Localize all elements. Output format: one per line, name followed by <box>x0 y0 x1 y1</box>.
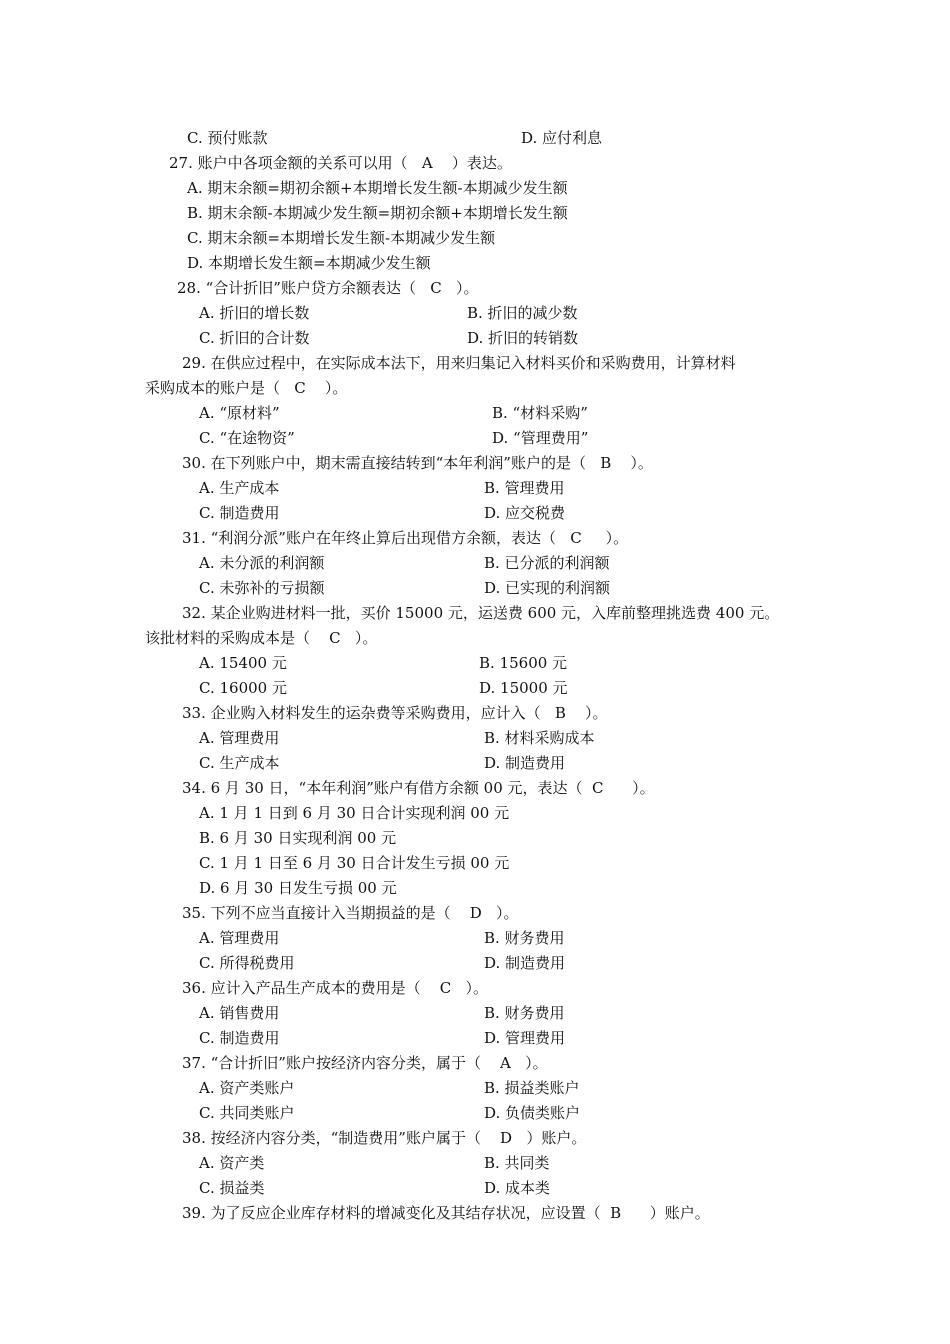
q36-option-a: A. 销售费用 <box>199 1004 280 1022</box>
q29-option-c: C. “在途物资” <box>199 429 295 447</box>
q38-option-b: B. 共同类 <box>484 1154 550 1172</box>
q28-option-a: A. 折旧的增长数 <box>199 304 310 322</box>
q27-option-c: C. 期末余额=本期增长发生额-本期减少发生额 <box>187 229 496 247</box>
q37-option-c: C. 共同类账户 <box>199 1104 295 1122</box>
q35-option-b: B. 财务费用 <box>484 929 565 947</box>
q33-stem: 33. 企业购入材料发生的运杂费等采购费用，应计入（ B ）。 <box>182 704 608 722</box>
q37-stem: 37. “合计折旧”账户按经济内容分类，属于（ A ）。 <box>182 1054 548 1072</box>
q30-stem: 30. 在下列账户中，期末需直接结转到“本年利润”账户的是（ B ）。 <box>182 454 653 472</box>
q32-option-b: B. 15600 元 <box>479 654 568 672</box>
q36-option-b: B. 财务费用 <box>484 1004 565 1022</box>
q36-option-c: C. 制造费用 <box>199 1029 280 1047</box>
q27-option-d: D. 本期增长发生额=本期减少发生额 <box>187 254 431 272</box>
q34-option-a: A. 1 月 1 日到 6 月 30 日合计实现利润 00 元 <box>199 804 510 822</box>
q39-stem: 39. 为了反应企业库存材料的增减变化及其结存状况，应设置（ B ）账户。 <box>182 1204 710 1222</box>
q29-option-b: B. “材料采购” <box>492 404 588 422</box>
q28-option-b: B. 折旧的减少数 <box>467 304 578 322</box>
q32-stem: 32. 某企业购进材料一批，买价 15000 元，运送费 600 元，入库前整理挑选费 400 元。 <box>182 604 780 622</box>
q35-option-c: C. 所得税费用 <box>199 954 295 972</box>
q32-option-c: C. 16000 元 <box>199 679 287 697</box>
q30-option-d: D. 应交税费 <box>484 504 566 522</box>
q32-option-d: D. 15000 元 <box>479 679 568 697</box>
q38-option-c: C. 损益类 <box>199 1179 265 1197</box>
q38-option-a: A. 资产类 <box>199 1154 265 1172</box>
q35-option-d: D. 制造费用 <box>484 954 566 972</box>
q35-stem: 35. 下列不应当直接计入当期损益的是（ D ）。 <box>182 904 519 922</box>
q31-option-c: C. 未弥补的亏损额 <box>199 579 325 597</box>
q31-option-a: A. 未分派的利润额 <box>199 554 325 572</box>
q34-stem: 34. 6 月 30 日，“本年利润”账户有借方余额 00 元，表达（ C ）。 <box>182 779 655 797</box>
q29-option-d: D. “管理费用” <box>492 429 589 447</box>
q38-stem: 38. 按经济内容分类，“制造费用”账户属于（ D ）账户。 <box>182 1129 587 1147</box>
q37-option-b: B. 损益类账户 <box>484 1079 580 1097</box>
q35-option-a: A. 管理费用 <box>199 929 280 947</box>
q32-stem-cont: 该批材料的采购成本是（ C ）。 <box>145 629 378 647</box>
q33-option-c: C. 生产成本 <box>199 754 280 772</box>
q29-stem-cont: 采购成本的账户是（ C ）。 <box>145 379 348 397</box>
q31-option-d: D. 已实现的利润额 <box>484 579 611 597</box>
q32-option-a: A. 15400 元 <box>199 654 287 672</box>
q36-option-d: D. 管理费用 <box>484 1029 566 1047</box>
q33-option-b: B. 材料采购成本 <box>484 729 595 747</box>
q30-option-b: B. 管理费用 <box>484 479 565 497</box>
q37-option-d: D. 负债类账户 <box>484 1104 581 1122</box>
q26-option-d: D. 应付利息 <box>521 129 603 147</box>
q27-option-b: B. 期末余额-本期减少发生额=期初余额+本期增长发生额 <box>187 204 568 222</box>
q28-option-d: D. 折旧的转销数 <box>467 329 579 347</box>
q33-option-a: A. 管理费用 <box>199 729 280 747</box>
q27-stem: 27. 账户中各项金额的关系可以用（ A ）表达。 <box>169 154 512 172</box>
q38-option-d: D. 成本类 <box>484 1179 551 1197</box>
q29-stem: 29. 在供应过程中，在实际成本法下，用来归集记入材料买价和采购费用，计算材料 <box>182 354 736 372</box>
q31-option-b: B. 已分派的利润额 <box>484 554 610 572</box>
q31-stem: 31. “利润分派”账户在年终止算后出现借方余额，表达（ C ）。 <box>182 529 629 547</box>
q27-option-a: A. 期末余额=期初余额+本期增长发生额-本期减少发生额 <box>187 179 568 197</box>
q28-stem: 28. “合计折旧”账户贷方余额表达（ C ）。 <box>177 279 479 297</box>
q26-option-c: C. 预付账款 <box>187 129 268 147</box>
q33-option-d: D. 制造费用 <box>484 754 566 772</box>
q30-option-a: A. 生产成本 <box>199 479 280 497</box>
q34-option-d: D. 6 月 30 日发生亏损 00 元 <box>199 879 397 897</box>
q36-stem: 36. 应计入产品生产成本的费用是（ C ）。 <box>182 979 488 997</box>
q30-option-c: C. 制造费用 <box>199 504 280 522</box>
q28-option-c: C. 折旧的合计数 <box>199 329 310 347</box>
q34-option-b: B. 6 月 30 日实现利润 00 元 <box>199 829 397 847</box>
q37-option-a: A. 资产类账户 <box>199 1079 295 1097</box>
q34-option-c: C. 1 月 1 日至 6 月 30 日合计发生亏损 00 元 <box>199 854 510 872</box>
q29-option-a: A. “原材料” <box>199 404 280 422</box>
